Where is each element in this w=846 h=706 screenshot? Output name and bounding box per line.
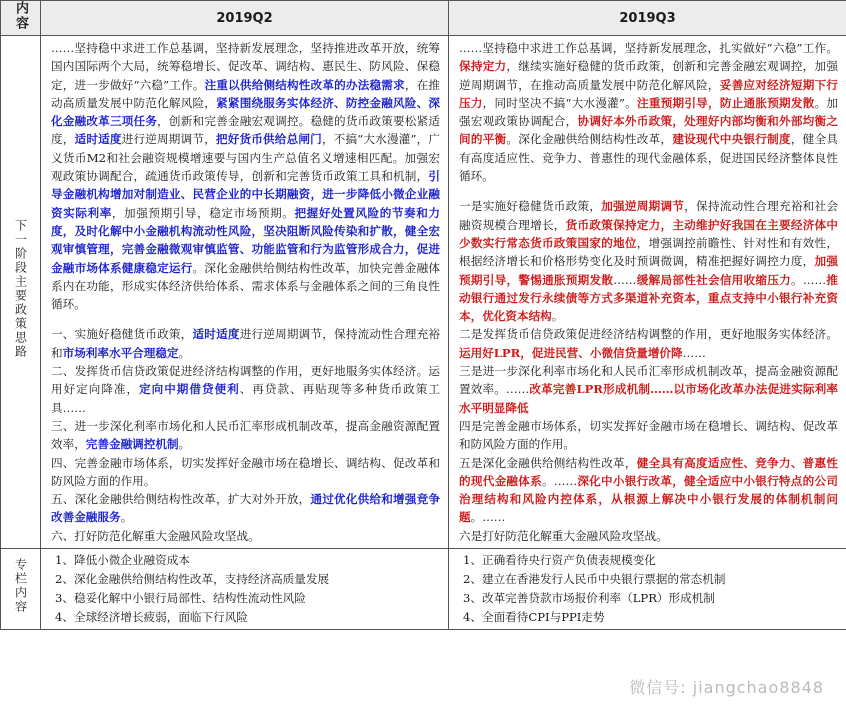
body-text: 进行逆周期调节，保持流动性合理充裕和 xyxy=(51,327,440,360)
policy-row-label: 下一阶段主要政策思路 xyxy=(13,218,28,359)
body-text: …… xyxy=(613,272,637,287)
highlight-text: 妥善应对经济短期下行压力 xyxy=(459,77,838,110)
body-text: 三、进一步深化利率市场化和人民币汇率形成机制改革，提高金融资源配置效率， xyxy=(51,418,440,452)
feature-item: 1、正确看待央行资产负债表规模变化 xyxy=(463,553,656,568)
highlight-text: 引导金融机构增加对制造业、民营企业的中长期融资，进一步降低小微企业融资实际利率 xyxy=(51,169,440,220)
policy-paragraph xyxy=(51,527,440,545)
highlight-text: 市场利率水平合理稳定 xyxy=(62,345,179,360)
highlight-text: 定向中期借贷便利 xyxy=(139,382,240,397)
highlight-text: 运用好LPR，促进民营、小微信贷量增价降 xyxy=(459,345,683,360)
body-text: ，保持流动性合理充裕和社会融资规模合理增长， xyxy=(459,199,838,232)
highlight-text: 缓解局部性社会信用收缩压力 xyxy=(636,272,792,287)
body-text: 进行逆周期调节， xyxy=(121,132,216,147)
header-q3: 2019Q3 xyxy=(449,1,846,36)
foot-label-cell xyxy=(1,549,41,630)
body-text: 三是进一步深化利率市场化和人民币汇率形成机制改革，提高金融资源配置效率。…… xyxy=(459,364,838,397)
foot-label: 专栏内容 xyxy=(13,557,28,614)
paragraph-gap xyxy=(459,185,838,197)
policy-paragraph xyxy=(51,490,440,527)
policy-paragraph xyxy=(459,417,838,454)
policy-row-label-cell xyxy=(1,36,41,549)
watermark: 微信号: jiangchao8848 xyxy=(629,678,824,697)
body-text: 。…… xyxy=(470,510,506,525)
body-text: 四是完善金融市场体系，切实发挥好金融市场在稳增长、调结构、促改革和防风险方面的作用。 xyxy=(459,418,838,452)
body-text: ，同时坚决不搞“大水漫灌”。 xyxy=(482,95,638,110)
policy-paragraph xyxy=(459,197,838,325)
highlight-text: 适时适度 xyxy=(192,327,240,342)
policy-paragraph xyxy=(51,39,440,313)
feature-item: 4、全面看待CPI与PPI走势 xyxy=(463,610,605,625)
feature-item: 2、建立在香港发行人民币中央银行票据的常态机制 xyxy=(463,572,726,587)
q2-body xyxy=(41,36,449,549)
body-text: ，加强预期引导，稳定市场预期。 xyxy=(111,205,295,220)
header-label-cell xyxy=(1,1,41,36)
paragraph-gap xyxy=(51,313,440,325)
body-text: ，在推动高质量发展中防范化解风险， xyxy=(51,77,440,110)
policy-paragraph xyxy=(459,527,838,545)
body-text: 一、实施好稳健货币政策， xyxy=(51,327,193,342)
highlight-text: 注重预期引导，防止通胀预期发散 xyxy=(637,95,815,110)
feature-item: 3、改革完善贷款市场报价利率（LPR）形成机制 xyxy=(463,591,715,606)
body-text: 二是发挥货币信贷政策促进经济结构调整的作用，更好地服务实体经济。 xyxy=(459,327,838,342)
policy-paragraph xyxy=(459,454,838,527)
body-text: 。 xyxy=(178,437,191,452)
body-text: 。 xyxy=(551,309,564,324)
body-text: 。…… xyxy=(791,272,827,287)
policy-paragraph xyxy=(459,39,838,185)
q2-feature-list xyxy=(41,549,449,630)
foot-row xyxy=(1,549,846,630)
body-text: 。…… xyxy=(542,473,578,488)
policy-paragraph xyxy=(459,325,838,362)
body-text: ，健全具有高度适应性、竞争力、普惠性的现代金融体系，促进国民经济整体良性循环。 xyxy=(459,132,838,184)
feature-item: 3、稳妥化解中小银行局部性、结构性流动性风险 xyxy=(55,591,306,606)
highlight-text: 货币政策保持定力，主动维护好我国在主要经济体中少数实行常态货币政策国家的地位 xyxy=(459,217,838,250)
body-text: 。深化金融供给侧结构性改革， xyxy=(506,132,673,147)
body-text: 。深化金融供给侧结构性改革，加快完善金融体系内在功能，形成实体经济供给体系、需求体系与金融体系之间的三角良性循环。 xyxy=(51,260,440,312)
body-text: 。 xyxy=(120,510,133,525)
body-text: 二、发挥货币信贷政策促进经济结构调整的作用，更好地服务实体经济。运用好定向降准， xyxy=(51,364,440,397)
highlight-text: 加强预期引导，警惕通胀预期发散 xyxy=(459,254,838,287)
body-text: ，创新和完善金融宏观调控。稳健的货币政策要松紧适度， xyxy=(51,114,440,147)
q3-body xyxy=(449,36,846,549)
policy-paragraph xyxy=(51,417,440,454)
body-text: 。 xyxy=(178,345,191,360)
body-text: ，不搞“大水漫灌”，广义货币M2和社会融资规模增速要与国内生产总值名义增速相匹配。加强宏观政策协调配合，疏通货币政策传导，创新和完善货币政策工具和机制， xyxy=(51,132,440,184)
body-text: 六、打好防范化解重大金融风险攻坚战。 xyxy=(51,528,260,543)
highlight-text: 适时适度 xyxy=(74,132,122,147)
header-label: 内容 xyxy=(13,1,28,31)
highlight-text: 改革完善LPR形成机制……以市场化改革办法促进实际利率水平明显降低 xyxy=(459,382,838,415)
q3-feature-list xyxy=(449,549,846,630)
body-text: 四、完善金融市场体系，切实发挥好金融市场在稳增长、调结构、促改革和防风险方面的作用。 xyxy=(51,455,440,488)
highlight-text: 推动银行通过发行永续债等方式多渠道补充资本，重点支持中小银行补充资本，优化资本结构 xyxy=(459,272,838,324)
header-row xyxy=(1,1,846,36)
highlight-text: 协调好本外币政策，处理好内部均衡和外部均衡之间的平衡 xyxy=(459,114,838,147)
feature-item: 4、全球经济增长疲弱，面临下行风险 xyxy=(55,610,248,625)
body-text: ……坚持稳中求进工作总基调，坚持新发展理念，坚持推进改革开放，统筹国内国际两个大局，统筹稳增长、促改革、调结构、惠民生、防风险、保稳定，进一步做好“六稳”工作。 xyxy=(51,41,440,92)
highlight-text: 注重以供给侧结构性改革的办法稳需求 xyxy=(204,77,405,92)
highlight-text: 把握好处置风险的节奏和力度，及时化解中小金融机构流动性风险，坚决阻断风险传染和扩散，健全宏观审慎管理，完善金融微观审慎监管、功能监管和行为监管形成合力，促进金融市场体系健康稳定运行 xyxy=(51,205,440,275)
highlight-text: 深化中小银行改革，健全适应中小银行特点的公司治理结构和风险内控体系，从根源上解决中小银行发展的体制机制问题 xyxy=(459,473,838,525)
policy-paragraph xyxy=(459,362,838,417)
body-text: ……坚持稳中求进工作总基调，坚持新发展理念，扎实做好“六稳”工作。 xyxy=(459,41,838,55)
highlight-text: 加强逆周期调节 xyxy=(601,199,685,214)
highlight-text: 把好货币供给总闸门 xyxy=(215,132,322,147)
highlight-text: 建设现代中央银行制度 xyxy=(672,132,791,147)
body-text: ，增强调控前瞻性、针对性和有效性，根据经济增长和价格形势变化及时预调微调，精准把握好调控力度， xyxy=(459,235,838,269)
body-text: 。加强宏观政策协调配合， xyxy=(459,95,838,129)
policy-paragraph xyxy=(51,454,440,491)
body-text: ，继续实施好稳健的货币政策，创新和完善金融宏观调控，加强逆周期调节，在推动高质量发展中防范化解风险， xyxy=(459,59,838,92)
highlight-text: 紧紧围绕服务实体经济、防控金融风险、深化金融改革三项任务 xyxy=(51,95,440,129)
highlight-text: 健全具有高度适应性、竞争力、普惠性的现代金融体系 xyxy=(459,455,838,488)
body-text: 六是打好防范化解重大金融风险攻坚战。 xyxy=(459,528,668,543)
highlight-text: 保持定力 xyxy=(459,59,507,74)
highlight-text: 完善金融调控机制 xyxy=(85,437,179,452)
body-text: 、再贷款、再贴现等多种货币政策工具…… xyxy=(51,382,440,415)
policy-row xyxy=(1,36,846,549)
body-text: 五、深化金融供给侧结构性改革，扩大对外开放， xyxy=(51,492,311,507)
header-q2: 2019Q2 xyxy=(41,1,449,36)
policy-paragraph xyxy=(51,325,440,362)
feature-item: 1、降低小微企业融资成本 xyxy=(55,553,190,568)
body-text: …… xyxy=(682,345,706,360)
body-text: 五是深化金融供给侧结构性改革， xyxy=(459,455,637,470)
feature-item: 2、深化金融供给侧结构性改革，支持经济高质量发展 xyxy=(55,572,330,587)
highlight-text: 通过优化供给和增强竞争改善金融服务 xyxy=(51,492,440,525)
body-text: 一是实施好稳健货币政策， xyxy=(459,199,602,214)
policy-paragraph xyxy=(51,362,440,417)
